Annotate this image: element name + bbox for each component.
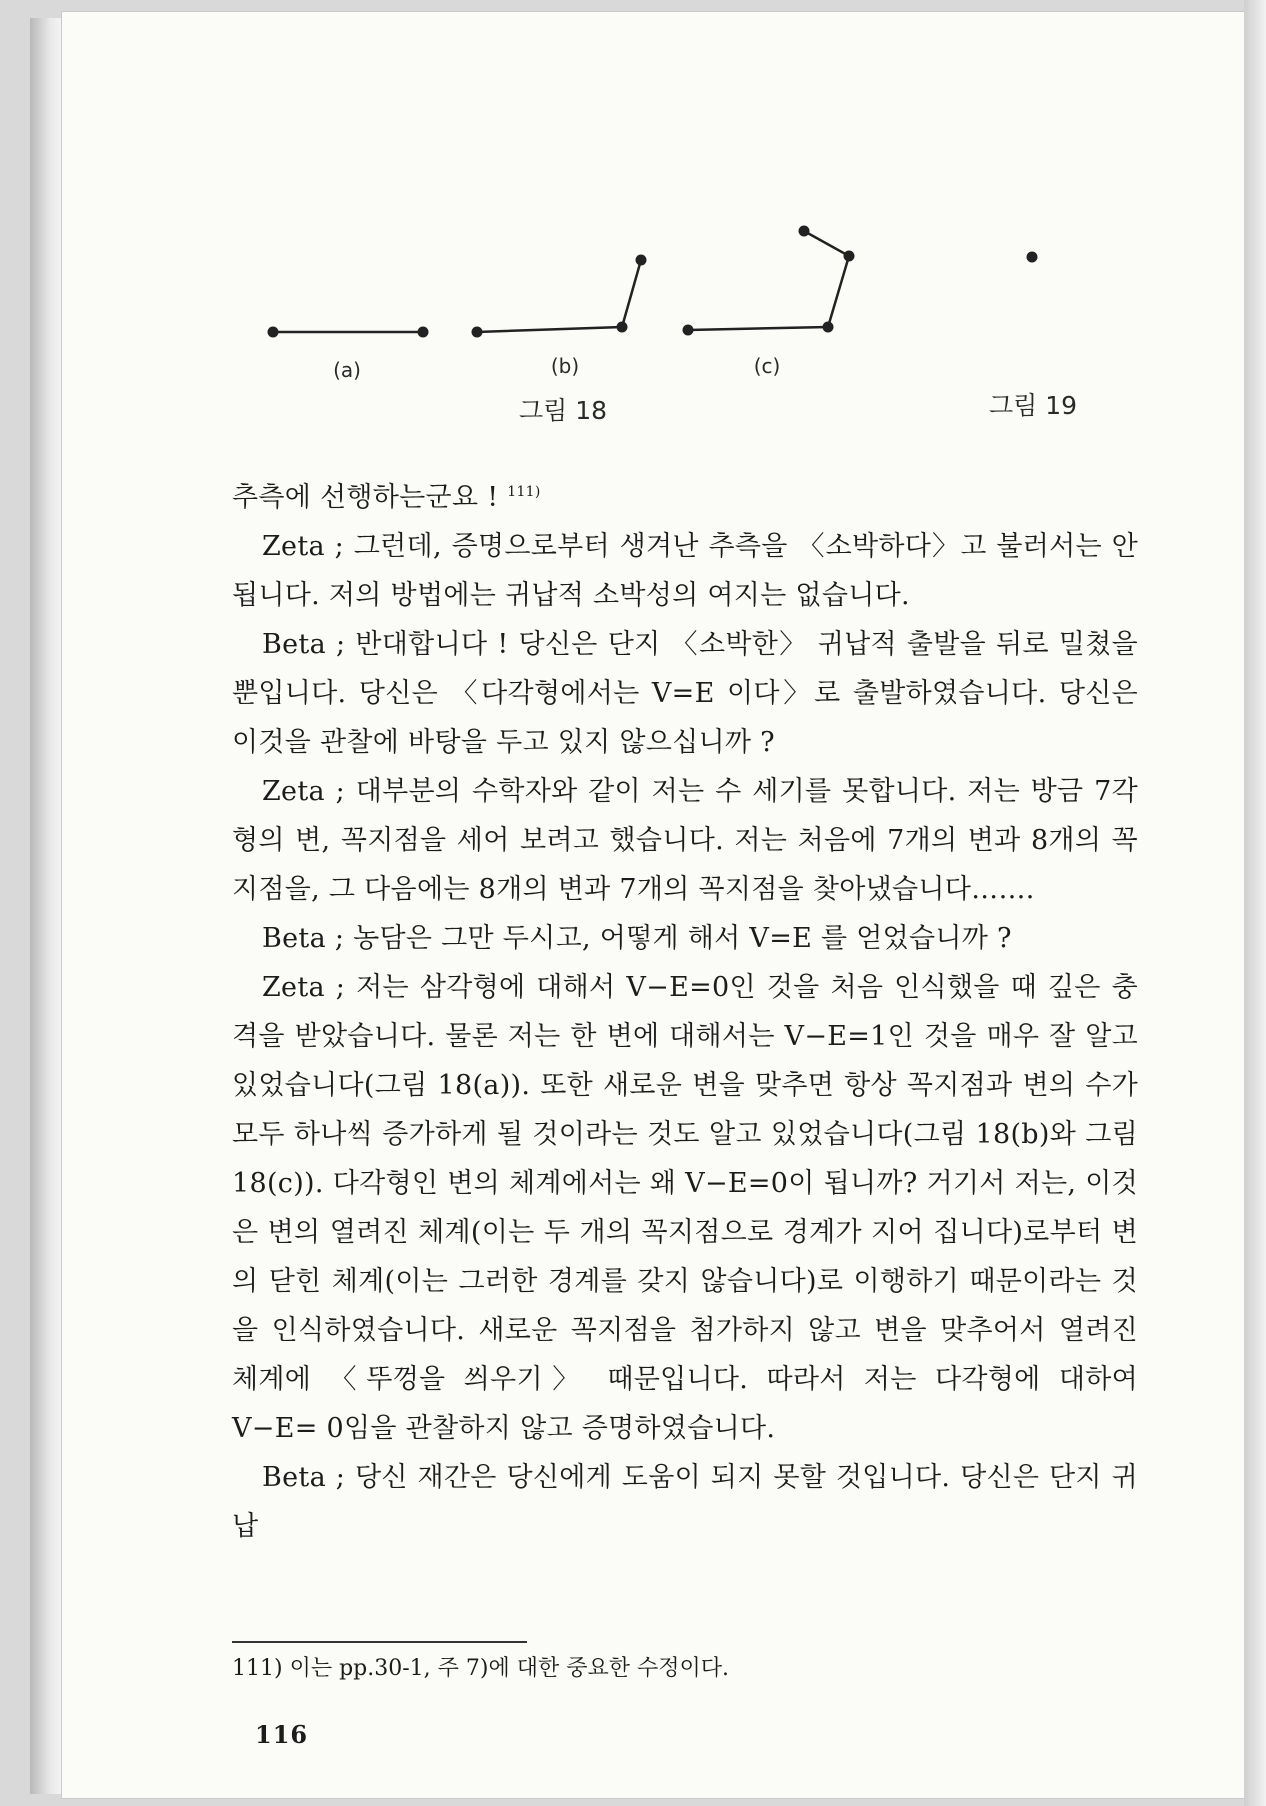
figure-18c-edges xyxy=(688,231,849,330)
footnote: 111) 이는 pp.30-1, 주 7)에 대한 중요한 수정이다. xyxy=(232,1656,729,1681)
figure-18c-vertices xyxy=(683,226,855,336)
footnote-divider xyxy=(232,1641,527,1643)
body-text xyxy=(232,473,1138,1551)
figure-18b-vertices xyxy=(472,255,647,338)
figure-18-caption: 그림 18 xyxy=(518,396,608,425)
paragraph: Zeta ; 대부분의 수학자와 같이 저는 수 세기를 못합니다. 저는 방금 7각형의 변, 꼭지점을 세어 보려고 했습니다. 저는 처음에 7개의 변과 8개의 꼭지점을, 그 다음에는 8개의 변과 7개의 꼭지점을 찾아냈습니다……. xyxy=(232,776,1138,905)
page-number: 116 xyxy=(255,1720,309,1749)
figure-19-caption: 그림 19 xyxy=(988,391,1078,420)
figure-label-a: (a) xyxy=(333,358,361,382)
footnote-mark: 111) xyxy=(507,484,541,500)
paragraph-text: 추측에 선행하는군요 ! xyxy=(232,482,499,513)
figure-18-19 xyxy=(0,0,1266,460)
paragraph: Zeta ; 저는 삼각형에 대해서 V−E=0인 것을 처음 인식했을 때 깊은 충격을 받았습니다. 물론 저는 한 변에 대해서는 V−E=1인 것을 매우 잘 알고 있었습니다(그림 18(a)). 또한 새로운 변을 맞추면 항상 꼭지점과 변의 수가 모두 하나씩 증가하게 될 것이라는 것도 알고 있었습니다(그림 18(b)와 그림 18(c)). 다각형인 변의 체계에서는 왜 V−E=0이 됩니까? 거기서 저는, 이것은 변의 열려진 체계(이는 두 개의 꼭지점으로 경계가 지어 집니다)로부터 변의 닫힌 체계(이는 그러한 경계를 갖지 않습니다)로 이행하기 때문이라는 것을 인식하였습니다. 새로운 꼭지점을 첨가하지 않고 변을 맞추어서 열려진 체계에 〈뚜껑을 씌우기〉 때문입니다. 따라서 저는 다각형에 대하여 V−E= 0임을 관찰하지 않고 증명하였습니다. xyxy=(232,972,1138,1444)
paragraph: Beta ; 농담은 그만 두시고, 어떻게 해서 V=E 를 얻었습니까 ? xyxy=(262,923,1012,954)
paragraph xyxy=(232,473,1138,522)
paragraph: Beta ; 당신 재간은 당신에게 도움이 되지 못할 것입니다. 당신은 단지 귀납 xyxy=(232,1462,1138,1542)
figure-18b-edges xyxy=(477,260,641,332)
figure-label-b: (b) xyxy=(550,354,580,378)
figure-19-vertex xyxy=(1027,252,1038,263)
figure-label-c: (c) xyxy=(753,354,781,378)
paragraph: Zeta ; 그런데, 증명으로부터 생겨난 추측을 〈소박하다〉고 불러서는 안 됩니다. 저의 방법에는 귀납적 소박성의 여지는 없습니다. xyxy=(232,531,1138,611)
paragraph: Beta ; 반대합니다 ! 당신은 단지 〈소박한〉 귀납적 출발을 뒤로 밀쳤을 뿐입니다. 당신은 〈다각형에서는 V=E 이다〉로 출발하였습니다. 당신은 이것을 관찰에 바탕을 두고 있지 않으십니까 ? xyxy=(232,629,1138,758)
